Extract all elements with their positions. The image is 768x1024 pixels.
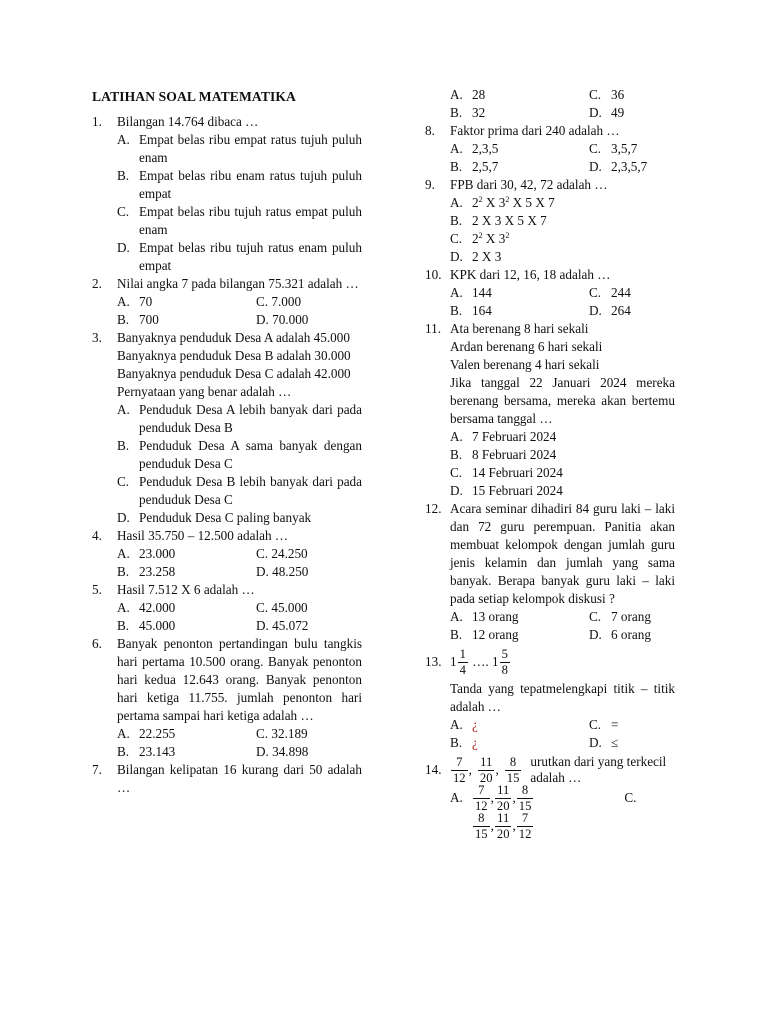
option-a[interactable]: A. $2^2$ X $3^2$ X 5 X 7 <box>450 195 555 210</box>
option-d[interactable]: D. Penduduk Desa C paling banyak <box>117 510 312 525</box>
option-c[interactable]: C. 36 <box>589 87 625 102</box>
question-number: 1. <box>92 114 102 129</box>
option-b[interactable]: B. ¿ <box>450 735 478 750</box>
question-7-options <box>425 86 675 122</box>
option-d[interactable]: D. 2 X 3 <box>450 249 502 264</box>
option-b[interactable]: B. Empat belas ribu enam ratus tujuh puluh empat <box>117 168 362 201</box>
question-stem: Jika tanggal 22 Januari 2024 mereka berenang bersama, mereka akan bertemu bersama tanggal … <box>450 375 675 426</box>
option-b[interactable]: B. 700 <box>117 312 159 327</box>
option-a[interactable]: A. $\frac{7}{12}$ , $\frac{11}{20}$ , $\frac{8}{15}$ C. <box>450 783 637 813</box>
fraction: $\frac{1}{4}$ <box>459 646 466 677</box>
fraction: $\frac{11}{20}$ <box>496 783 510 813</box>
option-c[interactable]: C. 32.189 <box>256 726 308 741</box>
option-c[interactable]: C. 3,5,7 <box>589 141 638 156</box>
question-8 <box>425 122 675 176</box>
option-a[interactable]: A. Penduduk Desa A lebih banyak dari pada penduduk Desa B <box>117 402 362 435</box>
fraction: $\frac{8}{15}$ <box>518 783 532 813</box>
option-c[interactable]: C. 45.000 <box>256 600 308 615</box>
option-c[interactable]: C. 14 Februari 2024 <box>450 465 563 480</box>
question-number: 6. <box>92 636 102 651</box>
question-number: 5. <box>92 582 102 597</box>
option-grid <box>117 725 362 761</box>
fraction: $\frac{7}{12}$ <box>518 811 532 841</box>
option-a[interactable]: A. Empat belas ribu empat ratus tujuh puluh enam <box>117 132 362 165</box>
question-9 <box>425 176 675 266</box>
question-stem: Faktor prima dari 240 adalah … <box>450 123 620 138</box>
option-a[interactable]: A. 144 <box>450 285 492 300</box>
question-stem: KPK dari 12, 16, 18 adalah … <box>450 267 611 282</box>
option-grid <box>117 545 362 581</box>
option-b[interactable]: B. 12 orang <box>450 627 519 642</box>
question-13-body <box>425 680 675 752</box>
question-7 <box>92 761 362 797</box>
question-10 <box>425 266 675 320</box>
question-2 <box>92 275 362 329</box>
question-stem: Bilangan kelipatan 16 kurang dari 50 adalah … <box>117 762 362 795</box>
question-line: Valen berenang 4 hari sekali <box>450 357 600 372</box>
option-d[interactable]: D. Empat belas ribu tujuh ratus enam puluh empat <box>117 240 362 273</box>
option-a[interactable]: A. 13 orang <box>450 609 519 624</box>
right-column <box>425 86 675 840</box>
question-13 <box>425 644 675 680</box>
option-b[interactable]: B. 8 Februari 2024 <box>450 447 557 462</box>
option-c[interactable]: C. 7 orang <box>589 609 651 624</box>
option-grid <box>450 608 675 644</box>
option-grid <box>450 284 675 320</box>
question-6 <box>92 635 362 761</box>
question-number: 14. <box>425 762 442 777</box>
option-c-label[interactable]: C. <box>624 790 637 806</box>
option-b[interactable]: B. 23.258 <box>117 564 176 579</box>
option-d[interactable]: D. 34.898 <box>256 744 309 759</box>
question-number: 8. <box>425 123 435 138</box>
question-number: 12. <box>425 501 442 516</box>
option-grid <box>117 599 362 635</box>
fraction: $\frac{8}{15}$ <box>475 811 488 841</box>
question-line: Banyaknya penduduk Desa A adalah 45.000 <box>117 330 350 345</box>
question-5 <box>92 581 362 635</box>
question-stem-tail: urutkan dari yang terkecil adalah … <box>530 754 667 785</box>
option-a[interactable]: A. 23.000 <box>117 546 176 561</box>
question-stem: Bilangan 14.764 dibaca … <box>117 114 259 129</box>
fraction-comparison: 1 $\frac{1}{4}$ …. 1 $\frac{5}{8}$ <box>450 646 508 677</box>
option-b[interactable]: B. 23.143 <box>117 744 176 759</box>
question-number: 11. <box>425 321 441 336</box>
option-a[interactable]: A. 22.255 <box>117 726 176 741</box>
question-14 <box>425 752 675 788</box>
option-a[interactable]: A. 28 <box>450 87 486 102</box>
option-c-fractions[interactable]: $\frac{8}{15}$ , $\frac{11}{20}$ , $\frac{7}{12}$ <box>475 811 532 841</box>
question-stem: FPB dari 30, 42, 72 adalah … <box>450 177 608 192</box>
question-3 <box>92 329 362 527</box>
option-grid <box>450 140 675 176</box>
option-d[interactable]: D. ≤ <box>589 735 619 750</box>
option-d[interactable]: D. 48.250 <box>256 564 309 579</box>
question-1 <box>92 113 362 275</box>
option-grid <box>450 86 675 122</box>
option-b[interactable]: B. 32 <box>450 105 486 120</box>
option-a[interactable]: A. 70 <box>117 294 153 309</box>
question-number: 4. <box>92 528 102 543</box>
question-12 <box>425 500 675 644</box>
question-11 <box>425 320 675 500</box>
question-number: 9. <box>425 177 435 192</box>
question-line: Ata berenang 8 hari sekali <box>450 321 589 336</box>
option-a[interactable]: A. 7 Februari 2024 <box>450 429 557 444</box>
option-c[interactable]: C. Penduduk Desa B lebih banyak dari pada penduduk Desa C <box>117 474 362 507</box>
question-stem: Acara seminar dihadiri 84 guru laki – laki dan 72 guru perempuan. Panitia akan membuat kelompok dengan jumlah guru jenis kelamin dan jumlah yang sama banyak. Berapa banyak guru laki – laki pada setiap kelompok diskusi ? <box>450 501 675 606</box>
option-d[interactable]: D. 264 <box>589 303 631 318</box>
option-d[interactable]: D. 70.000 <box>256 312 309 327</box>
question-line: Ardan berenang 6 hari sekali <box>450 339 603 354</box>
option-c[interactable]: C. 24.250 <box>256 546 308 561</box>
option-b[interactable]: B. 45.000 <box>117 618 176 633</box>
option-c[interactable]: C. = <box>589 717 619 732</box>
question-stem: Nilai angka 7 pada bilangan 75.321 adalah … <box>117 276 359 291</box>
question-number: 2. <box>92 276 102 291</box>
option-d[interactable]: D. 6 orang <box>589 627 651 642</box>
option-a[interactable]: A. ¿ <box>450 717 478 732</box>
option-d[interactable]: D. 2,3,5,7 <box>589 159 648 174</box>
fraction: $\frac{5}{8}$ <box>501 646 508 677</box>
option-b[interactable]: B. 2,5,7 <box>450 159 499 174</box>
question-line: Pernyataan yang benar adalah … <box>117 384 292 399</box>
question-14-body <box>425 784 675 840</box>
question-stem: Hasil 7.512 X 6 adalah … <box>117 582 255 597</box>
option-grid <box>450 716 675 752</box>
option-d[interactable]: D. 15 Februari 2024 <box>450 483 563 498</box>
fraction-list: $\frac{7}{12}$ , $\frac{11}{20}$ , $\frac{8}{15}$ urutkan dari yang terkecil adalah … <box>450 754 675 786</box>
option-c[interactable]: C. $2^2$ X $3^2$ <box>450 231 510 246</box>
option-c[interactable]: C. 244 <box>589 285 631 300</box>
fraction: $\frac{7}{12}$ <box>453 754 466 785</box>
question-number: 13. <box>425 654 442 669</box>
fraction: $\frac{8}{15}$ <box>506 754 520 785</box>
question-line: Banyaknya penduduk Desa C adalah 42.000 <box>117 366 351 381</box>
option-a[interactable]: A. 42.000 <box>117 600 176 615</box>
option-c[interactable]: C. 7.000 <box>256 294 302 309</box>
option-grid <box>117 293 362 329</box>
option-b[interactable]: B. 164 <box>450 303 492 318</box>
question-stem: Banyak penonton pertandingan bulu tangkis hari pertama 10.500 orang. Banyak penonton hari kedua 12.643 orang. Banyak penonton hari ketiga 11.755. jumlah penonton hari pertama sampai hari ketiga adalah … <box>117 636 362 723</box>
left-column <box>92 86 362 797</box>
question-line: Banyaknya penduduk Desa B adalah 30.000 <box>117 348 351 363</box>
fraction: $\frac{11}{20}$ <box>496 811 510 841</box>
option-c[interactable]: C. Empat belas ribu tujuh ratus empat puluh enam <box>117 204 362 237</box>
question-4 <box>92 527 362 581</box>
question-number: 7. <box>92 762 102 777</box>
fraction: $\frac{7}{12}$ <box>475 783 488 813</box>
option-d[interactable]: D. 45.072 <box>256 618 309 633</box>
option-b[interactable]: B. 2 X 3 X 5 X 7 <box>450 213 547 228</box>
option-b[interactable]: B. Penduduk Desa A sama banyak dengan penduduk Desa C <box>117 438 362 471</box>
page-title: LATIHAN SOAL MATEMATIKA <box>92 89 296 104</box>
question-number: 3. <box>92 330 102 345</box>
option-d[interactable]: D. 49 <box>589 105 625 120</box>
option-a[interactable]: A. 2,3,5 <box>450 141 499 156</box>
fraction: $\frac{11}{20}$ <box>479 754 493 785</box>
question-stem: Hasil 35.750 – 12.500 adalah … <box>117 528 289 543</box>
question-number: 10. <box>425 267 442 282</box>
question-stem: Tanda yang tepatmelengkapi titik – titik adalah … <box>450 681 675 714</box>
